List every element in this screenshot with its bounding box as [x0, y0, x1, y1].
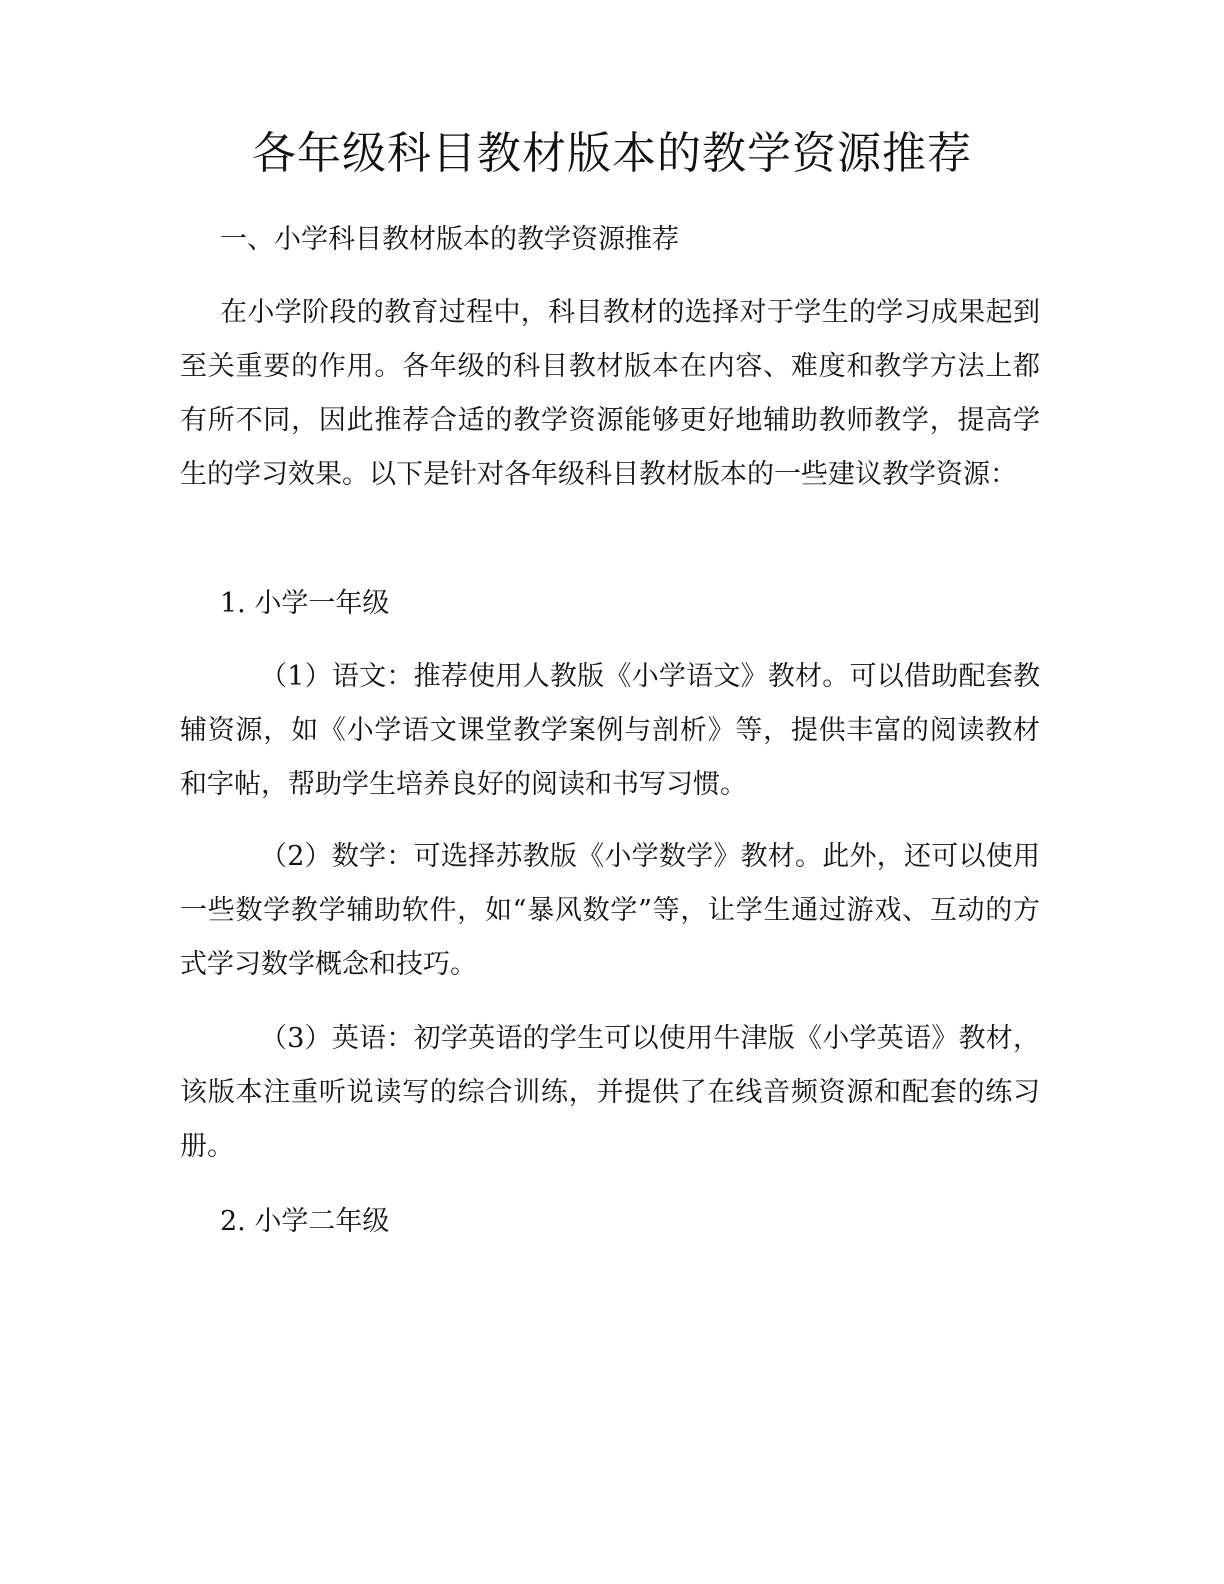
grade1-heading: 1. 小学一年级	[220, 588, 390, 619]
grade1-chinese-paragraph: （1）语文：推荐使用人教版《小学语文》教材。可以借助配套教辅资源，如《小学语文课堂教学案例与剖析》等，提供丰富的阅读教材和字帖，帮助学生培养良好的阅读和书写习惯。	[180, 661, 1040, 800]
document-title: 各年级科目教材版本的教学资源推荐	[252, 128, 972, 179]
intro-paragraph: 在小学阶段的教育过程中，科目教材的选择对于学生的学习成果起到至关重要的作用。各年级的科目教材版本在内容、难度和教学方法上都有所不同，因此推荐合适的教学资源能够更好地辅助教师教学，提高学生的学习效果。以下是针对各年级科目教材版本的一些建议教学资源：	[180, 297, 1040, 490]
grade2-heading: 2. 小学二年级	[220, 1206, 390, 1237]
grade1-english-paragraph: （3）英语：初学英语的学生可以使用牛津版《小学英语》教材，该版本注重听说读写的综合训练，并提供了在线音频资源和配套的练习册。	[180, 1023, 1040, 1162]
grade1-math-paragraph: （2）数学：可选择苏教版《小学数学》教材。此外，还可以使用一些数学教学辅助软件，如“暴风数学”等，让学生通过游戏、互动的方式学习数学概念和技巧。	[180, 841, 1040, 980]
section-heading-primary: 一、小学科目教材版本的教学资源推荐	[220, 224, 679, 255]
